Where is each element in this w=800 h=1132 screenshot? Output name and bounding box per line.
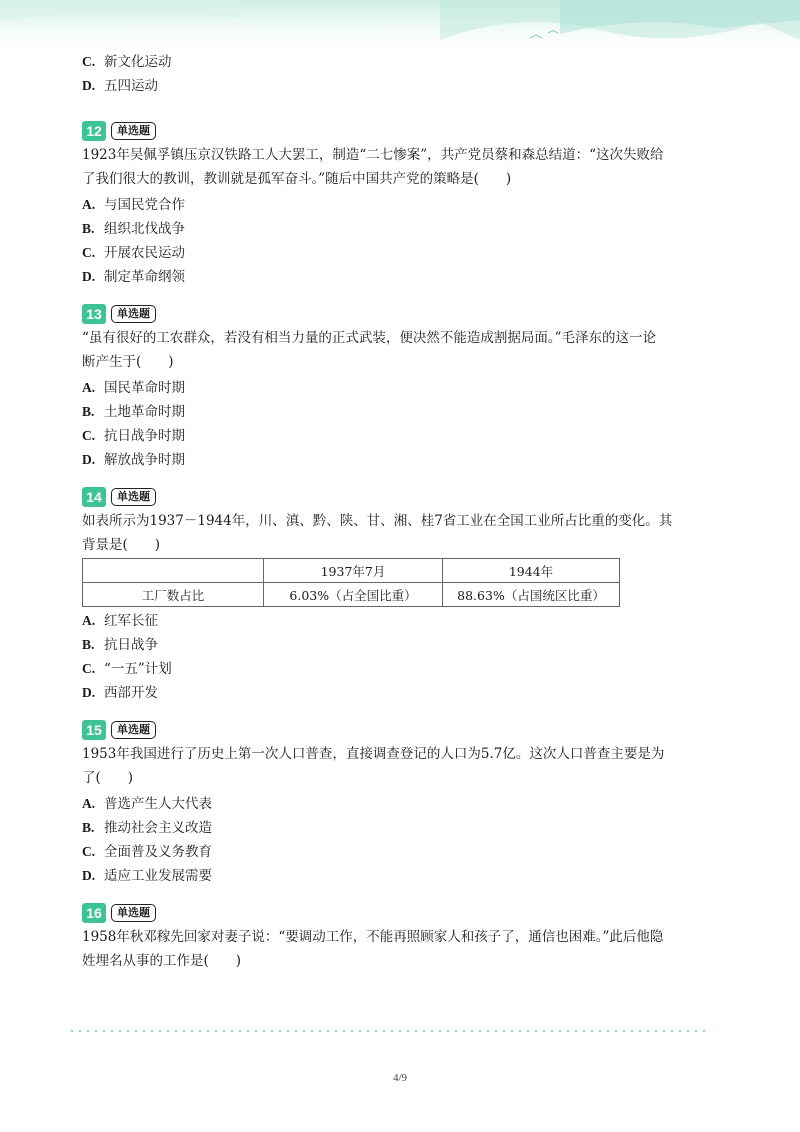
question-type-badge: 单选题 (111, 904, 156, 922)
question-header (82, 719, 722, 741)
q11-options-tail (82, 50, 722, 98)
option-item[interactable]: D. 制定革命纲领 (82, 269, 185, 285)
table-header-row (83, 559, 620, 583)
option-item[interactable]: D. 适应工业发展需要 (82, 868, 212, 884)
table-cell: 1944年 (443, 559, 620, 583)
option-item[interactable]: B. 抗日战争 (82, 637, 158, 653)
option-item[interactable]: D. 五四运动 (82, 78, 158, 94)
question-type-badge: 单选题 (111, 122, 156, 140)
option-item[interactable]: B. 组织北伐战争 (82, 221, 185, 237)
table-cell: 工厂数占比 (83, 583, 264, 607)
question-header (82, 303, 722, 325)
question-type-badge: 单选题 (111, 488, 156, 506)
options (82, 609, 722, 705)
option-item[interactable]: B. 土地革命时期 (82, 404, 185, 420)
options (82, 193, 722, 289)
question-16 (82, 902, 722, 973)
option-item[interactable]: A. 与国民党合作 (82, 197, 185, 213)
question-header (82, 902, 722, 924)
question-stem: 1958年秋邓稼先回家对妻子说：“要调动工作，不能再照顾家人和孩子了，通信也困难。”此后他隐 姓埋名从事的工作是( ) (82, 929, 664, 969)
question-type-badge: 单选题 (111, 305, 156, 323)
question-stem: 如表所示为1937－1944年，川、滇、黔、陕、甘、湘、桂7省工业在全国工业所占比重的变化。其 背景是( ) (82, 513, 673, 553)
option-item[interactable]: A. 国民革命时期 (82, 380, 185, 396)
table-cell: 88.63%（占国统区比重） (443, 583, 620, 607)
question-stem: 1923年吴佩孚镇压京汉铁路工人大罢工，制造“二七惨案”，共产党员蔡和森总结道：“这次失败给 了我们很大的教训，教训就是孤军奋斗。”随后中国共产党的策略是( ) (82, 147, 664, 187)
question-stem: 1953年我国进行了历史上第一次人口普查，直接调查登记的人口为5.7亿。这次人口普查主要是为 了( ) (82, 746, 665, 786)
option-item[interactable]: D. 西部开发 (82, 685, 158, 701)
options (82, 376, 722, 472)
option-item[interactable]: C. 全面普及义务教育 (82, 844, 212, 860)
option-item[interactable]: D. 解放战争时期 (82, 452, 185, 468)
page-number: 4/9 (392, 1072, 408, 1084)
question-15 (82, 719, 722, 888)
question-header (82, 120, 722, 142)
option-item[interactable]: C. 开展农民运动 (82, 245, 185, 261)
question-number-badge: 14 (82, 487, 106, 507)
option-item[interactable]: C. “一五”计划 (82, 661, 172, 677)
option-item[interactable]: A. 普选产生人大代表 (82, 796, 212, 812)
options (82, 792, 722, 888)
question-12 (82, 120, 722, 289)
question-14 (82, 486, 722, 705)
data-table (82, 558, 620, 607)
question-number-badge: 13 (82, 304, 106, 324)
table-cell (83, 559, 264, 583)
option-item[interactable]: B. 推动社会主义改造 (82, 820, 212, 836)
question-number-badge: 16 (82, 903, 106, 923)
page-content (82, 50, 722, 974)
option-item[interactable]: A. 红军长征 (82, 613, 158, 629)
question-header (82, 486, 722, 508)
option-item[interactable]: C. 新文化运动 (82, 54, 172, 70)
question-number-badge: 15 (82, 720, 106, 740)
question-13 (82, 303, 722, 472)
question-number-badge: 12 (82, 121, 106, 141)
table-cell: 6.03%（占全国比重） (264, 583, 443, 607)
question-type-badge: 单选题 (111, 721, 156, 739)
question-stem: “虽有很好的工农群众，若没有相当力量的正式武装，便决然不能造成割据局面。”毛泽东的这一论 断产生于( ) (82, 330, 657, 370)
table-cell: 1937年7月 (264, 559, 443, 583)
footer-dotted-divider (68, 1029, 708, 1033)
option-item[interactable]: C. 抗日战争时期 (82, 428, 185, 444)
table-row (83, 583, 620, 607)
